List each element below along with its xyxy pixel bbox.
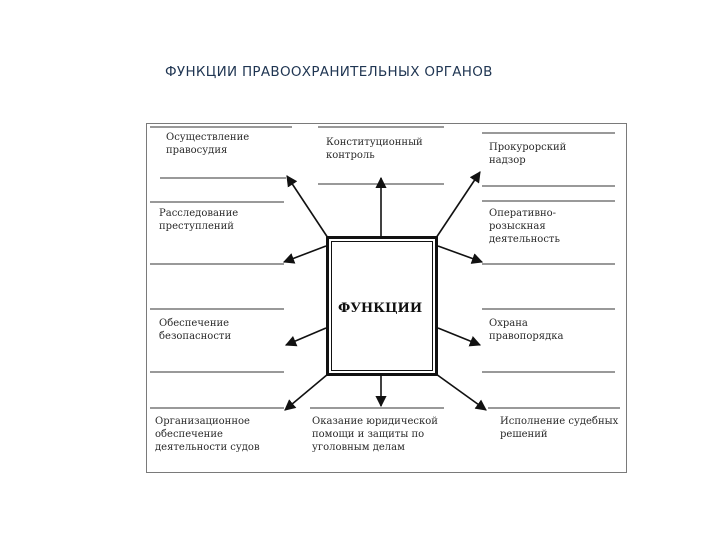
- arrow-prosecutor: [436, 172, 480, 238]
- function-public-order: Охрана правопорядка: [489, 318, 564, 342]
- function-enforcement: Исполнение судебных решений: [500, 416, 619, 440]
- arrow-operative: [438, 246, 482, 262]
- arrow-court-support: [285, 374, 328, 410]
- function-prosecutor: Прокурорский надзор: [489, 142, 567, 166]
- arrow-justice: [287, 176, 328, 238]
- arrow-security: [286, 328, 326, 345]
- function-legal-aid: Оказание юридической помощи и защиты по уголовным делам: [312, 416, 438, 453]
- function-court-support: Организационное обеспечение деятельности судов: [155, 416, 260, 453]
- arrow-investigation: [284, 246, 326, 262]
- function-constitutional: Конституционный контроль: [326, 137, 423, 161]
- function-security: Обеспечение безопасности: [159, 318, 232, 342]
- function-justice: Осуществление правосудия: [166, 132, 250, 156]
- arrow-public-order: [438, 328, 480, 345]
- function-investigation: Расследование преступлений: [159, 208, 239, 232]
- function-operative: Оперативно- розыскная деятельность: [489, 208, 560, 245]
- center-label: ФУНКЦИИ: [338, 301, 423, 316]
- arrow-enforcement: [436, 374, 486, 410]
- page-title: ФУНКЦИИ ПРАВООХРАНИТЕЛЬНЫХ ОРГАНОВ: [165, 64, 493, 80]
